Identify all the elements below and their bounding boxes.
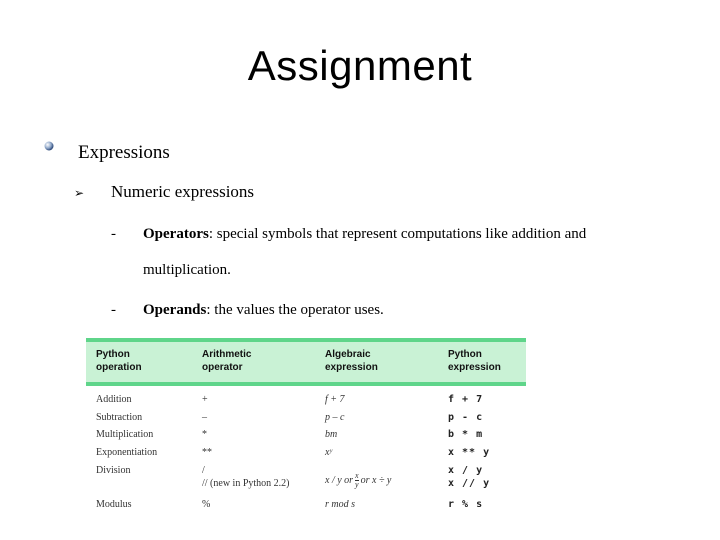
- dash-bullet: -: [111, 302, 116, 318]
- operators-desc: : special symbols that represent computations like addition and: [208, 226, 587, 242]
- arrow-bullet-icon: ➢: [74, 186, 85, 200]
- table-row: Division / x / y: [96, 465, 484, 476]
- operators-continuation: multiplication.: [143, 262, 231, 278]
- operators-item: [143, 226, 586, 243]
- dash-bullet: -: [111, 226, 116, 242]
- division-algebraic-expression: x / y or $\frac{x}{y}$ or x ÷ y: [325, 471, 392, 489]
- bullet-sphere-icon: [44, 141, 54, 151]
- header-python-expression: Python expression: [448, 349, 501, 373]
- fraction-x-over-y: $\frac{x}{y}$: [355, 471, 359, 489]
- header-algebraic-expression: Algebraic expression: [325, 349, 378, 373]
- operands-desc: : the values the operator uses.: [206, 302, 384, 318]
- operators-term: Operators: [143, 226, 209, 242]
- bullet-expressions: Expressions: [78, 142, 170, 163]
- operators-table: [86, 338, 526, 512]
- header-arithmetic-operator: Arithmetic operator: [202, 349, 252, 373]
- operands-item: [143, 302, 384, 319]
- table-header-bottom-border: [86, 382, 526, 386]
- table-row: Exponentiation ** xʸ x ** y: [96, 447, 491, 458]
- table-row: // (new in Python 2.2) x // y: [202, 478, 491, 489]
- table-row: Addition + f + 7 f + 7: [96, 394, 484, 405]
- slide-title: Assignment: [247, 42, 473, 89]
- bullet-numeric-expressions: Numeric expressions: [111, 182, 255, 201]
- header-python-operation: Python operation: [96, 349, 142, 373]
- table-row: Subtraction – p – c p - c: [96, 412, 484, 423]
- table-row: Multiplication * bm b * m: [96, 429, 484, 440]
- table-header: [86, 342, 526, 382]
- operands-term: Operands: [143, 302, 207, 318]
- table-row: Modulus % r mod s r % s: [96, 499, 484, 510]
